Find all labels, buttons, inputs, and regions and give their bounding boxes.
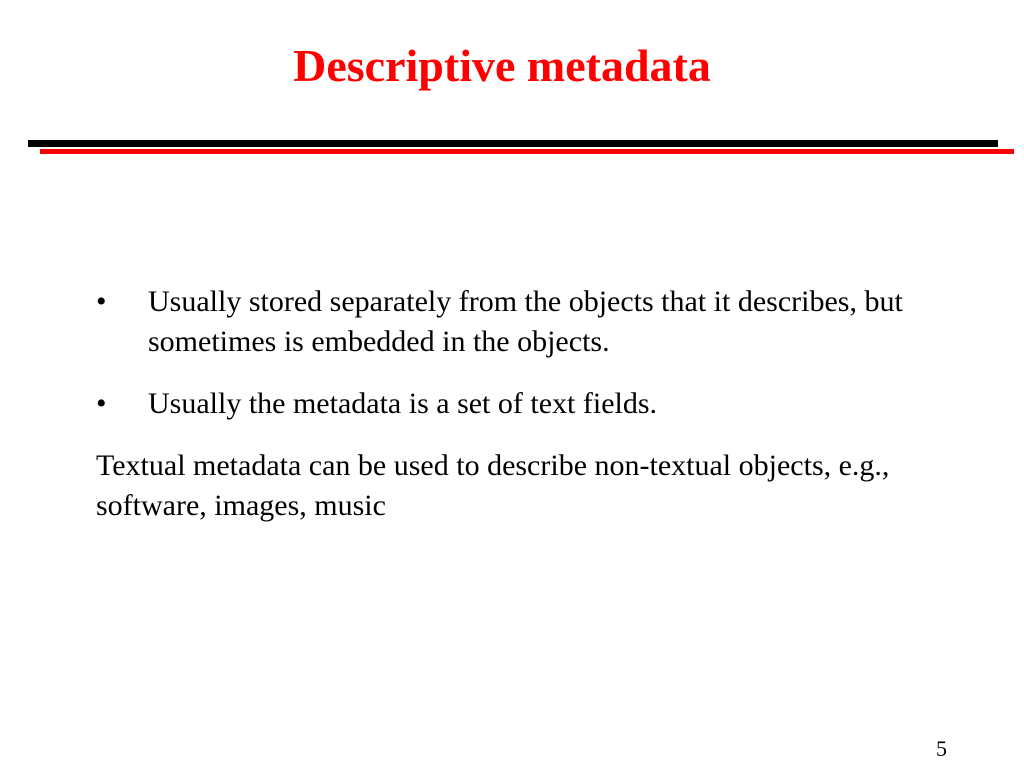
bullet-text: Usually stored separately from the objects that it describes, but sometimes is embedded in the objects.: [148, 285, 903, 358]
title-underline-red: [40, 149, 1014, 154]
bullet-item: [96, 384, 916, 424]
slide-title: Descriptive metadata: [293, 40, 711, 91]
body-paragraph: Textual metadata can be used to describe non-textual objects, e.g., software, images, music: [96, 449, 890, 522]
bullet-marker: •: [96, 285, 107, 318]
bullet-text: Usually the metadata is a set of text fields.: [148, 387, 658, 420]
bullet-marker: •: [96, 387, 107, 420]
title-underline-black: [28, 140, 998, 147]
page-number: 5: [936, 736, 947, 761]
slide-body: [96, 282, 916, 526]
bullet-item: [96, 282, 916, 362]
